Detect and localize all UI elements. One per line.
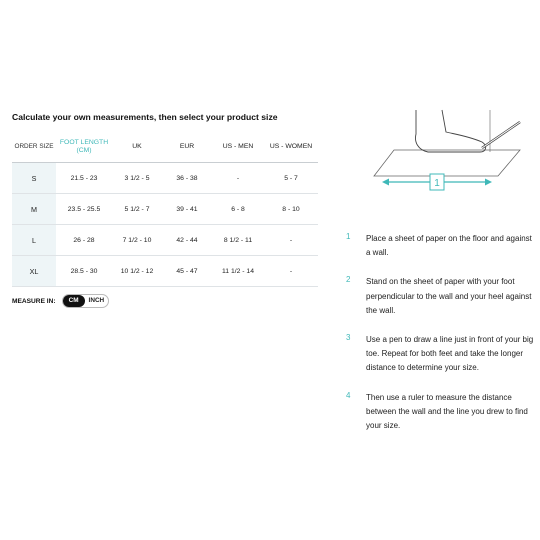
cell-uk: 10 1/2 - 12	[112, 256, 162, 287]
cell-uk: 7 1/2 - 10	[112, 225, 162, 256]
step-text: Use a pen to draw a line just in front of your big toe. Repeat for both feet and take the longer distance to determine your size.	[366, 335, 534, 373]
list-item	[346, 391, 536, 434]
step-number: 3	[346, 333, 351, 343]
foot-measurement-illustration	[370, 108, 530, 198]
cell-size: XL	[12, 256, 56, 287]
page-title: Calculate your own measurements, then select your product size	[12, 112, 278, 122]
cell-foot-length: 21.5 - 23	[56, 163, 112, 194]
step-text: Then use a ruler to measure the distance between the wall and the line you drew to find your size.	[366, 392, 528, 431]
cell-size: M	[12, 194, 56, 225]
cell-eur: 42 - 44	[162, 225, 212, 256]
arrow-left-icon	[382, 179, 389, 186]
cell-us-men: -	[212, 163, 264, 194]
table-row	[12, 163, 318, 194]
instructions-list	[346, 232, 536, 448]
table-row	[12, 225, 318, 256]
unit-toggle[interactable]	[62, 294, 110, 308]
header-us-women: US - WOMEN	[264, 132, 318, 163]
cell-eur: 45 - 47	[162, 256, 212, 287]
list-item	[346, 275, 536, 318]
header-uk: UK	[112, 132, 162, 163]
header-foot-length: FOOT LENGTH (CM)	[56, 132, 112, 163]
cell-us-women: -	[264, 225, 318, 256]
table-row	[12, 194, 318, 225]
cell-uk: 5 1/2 - 7	[112, 194, 162, 225]
cell-us-women: -	[264, 256, 318, 287]
measure-label: MEASURE IN:	[12, 297, 56, 305]
cell-us-women: 8 - 10	[264, 194, 318, 225]
unit-option-cm[interactable]: CM	[63, 295, 85, 307]
header-us-men: US - MEN	[212, 132, 264, 163]
cell-us-men: 8 1/2 - 11	[212, 225, 264, 256]
foot-outline	[416, 110, 486, 152]
step-number: 4	[346, 390, 351, 400]
cell-us-men: 11 1/2 - 14	[212, 256, 264, 287]
cell-size: S	[12, 163, 56, 194]
step-number: 2	[346, 275, 351, 285]
measure-unit-selector	[12, 294, 109, 308]
list-item	[346, 232, 536, 260]
cell-uk: 3 1/2 - 5	[112, 163, 162, 194]
unit-option-inch[interactable]: INCH	[88, 297, 105, 304]
cell-eur: 39 - 41	[162, 194, 212, 225]
cell-us-men: 6 - 8	[212, 194, 264, 225]
cell-eur: 36 - 38	[162, 163, 212, 194]
table-header-row	[12, 132, 318, 163]
cell-foot-length: 26 - 28	[56, 225, 112, 256]
arrow-right-icon	[485, 179, 492, 186]
paper-sheet	[374, 150, 520, 176]
cell-foot-length: 28.5 - 30	[56, 256, 112, 287]
step-number: 1	[346, 232, 351, 241]
step-text: Place a sheet of paper on the floor and against a wall.	[366, 234, 532, 258]
list-item	[346, 333, 536, 376]
table-row	[12, 256, 318, 287]
size-chart-table	[12, 132, 318, 287]
header-order-size: ORDER SIZE	[12, 132, 56, 163]
measurement-label: 1	[434, 178, 440, 189]
header-eur: EUR	[162, 132, 212, 163]
cell-us-women: 5 - 7	[264, 163, 318, 194]
cell-foot-length: 23.5 - 25.5	[56, 194, 112, 225]
cell-size: L	[12, 225, 56, 256]
step-text: Stand on the sheet of paper with your foot perpendicular to the wall and your heel against the wall.	[366, 277, 532, 315]
